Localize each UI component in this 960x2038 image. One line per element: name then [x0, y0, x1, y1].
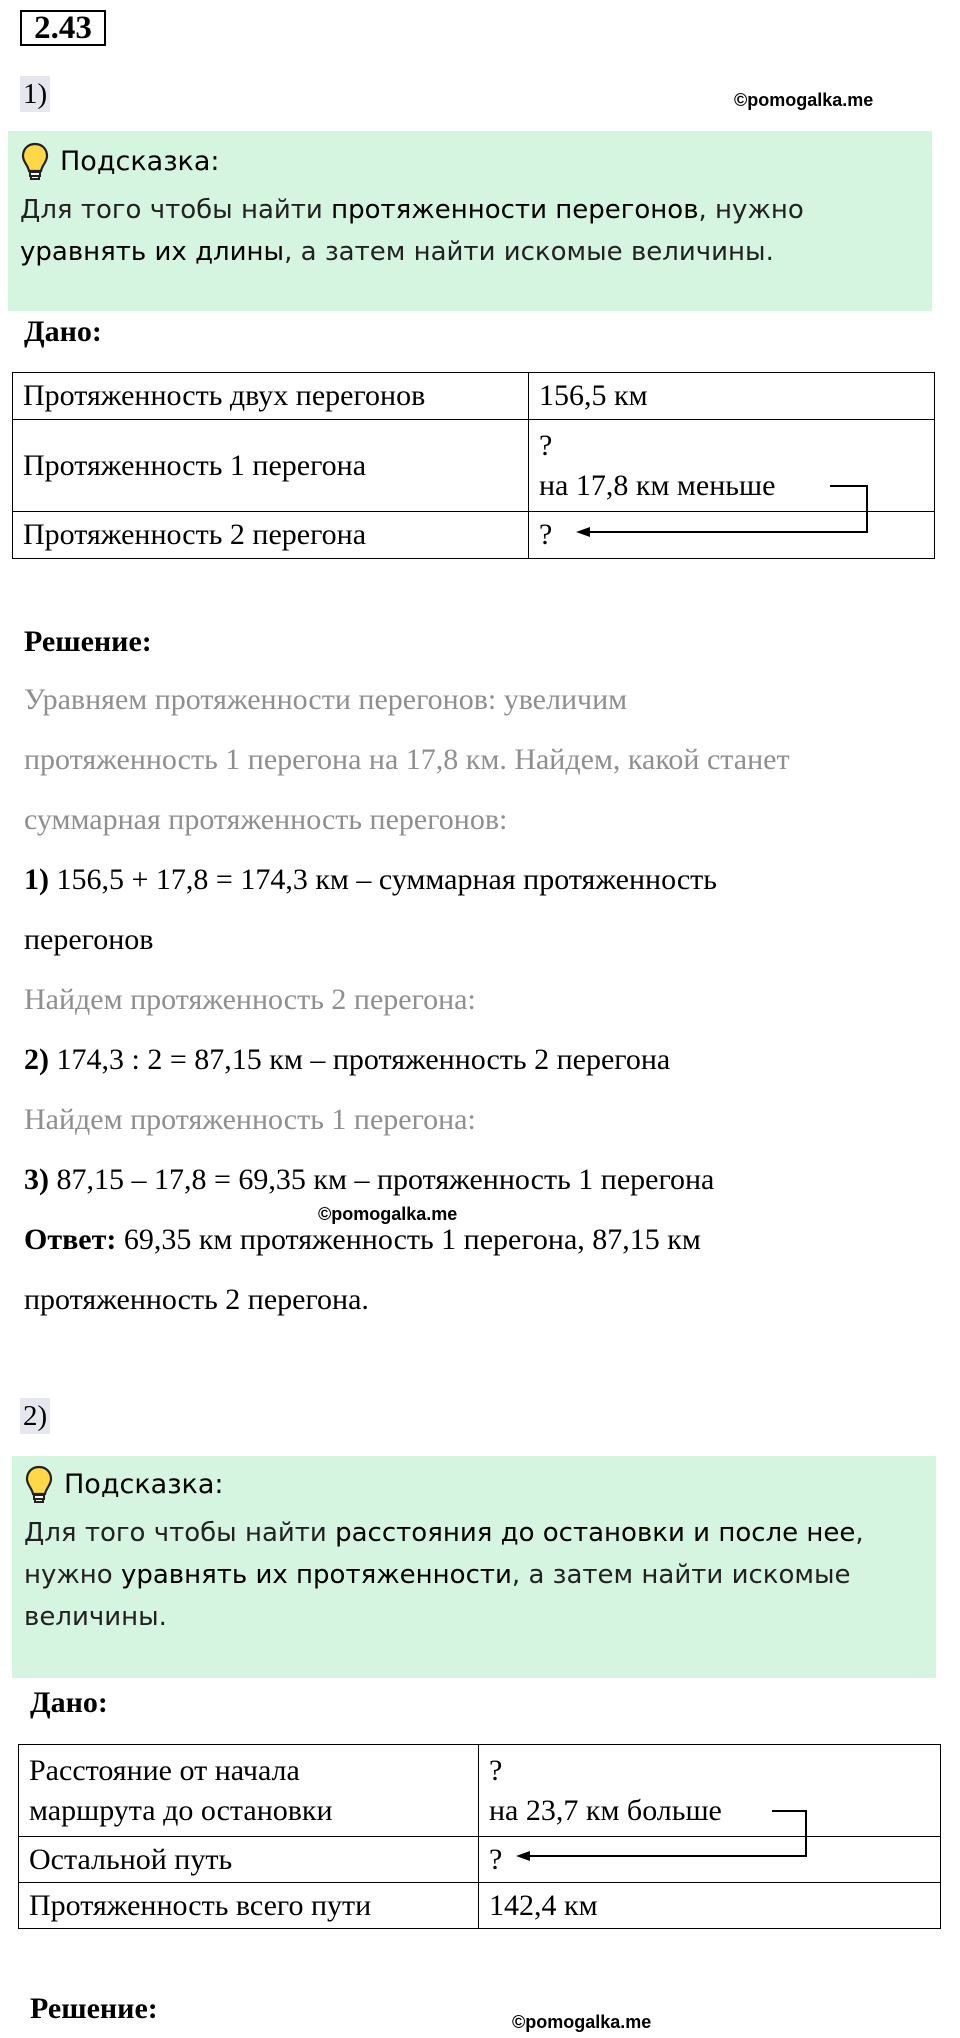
solution-label-1: Решение: — [24, 625, 152, 658]
answer-text: 69,35 км протяженность 1 перегона, 87,15 км — [116, 1223, 701, 1256]
step-text: 156,5 + 17,8 = 174,3 км – суммарная протяженность — [49, 863, 717, 896]
cell-text-2: маршрута до остановки — [29, 1793, 333, 1827]
table-cell: Протяженность 2 перегона — [13, 512, 529, 559]
solution-line: перегонов — [24, 923, 154, 956]
cell-value-2: на 17,8 км меньше — [539, 468, 776, 502]
given-label-1: Дано: — [24, 315, 102, 348]
hint-2-text-d: величины. — [24, 1602, 167, 1632]
given-label-2: Дано: — [30, 1686, 108, 1719]
hint-1-key-b: уравнять их длины — [20, 237, 285, 267]
table-cell: Протяженность 1 перегона — [13, 420, 529, 512]
watermark-top: ©pomogalka.me — [734, 90, 874, 110]
solution-line: протяженность 1 перегона на 17,8 км. Найдем, какой станет — [24, 743, 790, 776]
problem-number: 2.43 — [20, 10, 106, 46]
table-cell: ? — [479, 1837, 941, 1883]
table-cell: 156,5 км — [529, 373, 935, 420]
solution-line: суммарная протяженность перегонов: — [24, 803, 508, 836]
step-text: 174,3 : 2 = 87,15 км – протяженность 2 перегона — [49, 1043, 671, 1076]
hint-2-text-a: Для того чтобы найти — [24, 1518, 336, 1548]
step-text: 87,15 – 17,8 = 69,35 км – протяженность 1 перегона — [49, 1163, 715, 1196]
hint-title-text-1: Подсказка: — [60, 145, 220, 177]
table-cell: Протяженность двух перегонов — [13, 373, 529, 420]
hint-2-text-c: , а затем найти искомые — [511, 1560, 851, 1590]
table-cell: 142,4 км — [479, 1883, 941, 1929]
hint-title-text-2: Подсказка: — [64, 1468, 224, 1500]
table-cell: Остальной путь — [19, 1837, 479, 1883]
hint-1-key-a: протяженности перегонов — [331, 195, 699, 225]
solution-line: Уравняем протяженности перегонов: увеличим — [24, 683, 628, 716]
cell-value-2: на 23,7 км больше — [489, 1793, 722, 1827]
watermark-middle: ©pomogalka.me — [318, 1204, 458, 1224]
hint-1-text-c: , а затем найти искомые величины. — [284, 237, 774, 267]
answer-label: Ответ: — [24, 1223, 117, 1256]
step-number: 3) — [24, 1163, 49, 1196]
table-cell: Протяженность всего пути — [19, 1883, 479, 1929]
solution-line: Найдем протяженность 2 перегона: — [24, 983, 476, 1016]
cell-text: Расстояние от начала — [29, 1753, 300, 1787]
cell-value: ? — [539, 428, 553, 462]
hint-1-text-b: , нужно — [698, 195, 804, 225]
hint-2-key-b: уравнять их протяженности — [120, 1560, 512, 1590]
hint-1-text-a: Для того чтобы найти — [20, 195, 332, 225]
table-cell: ? — [529, 512, 935, 559]
solution-label-2: Решение: — [30, 1992, 158, 2025]
step-number: 1) — [24, 863, 49, 896]
part-2-label: 2) — [20, 1398, 50, 1434]
step-number: 2) — [24, 1043, 49, 1076]
solution-line: Найдем протяженность 1 перегона: — [24, 1103, 476, 1136]
answer-line-cont: протяженность 2 перегона. — [24, 1283, 369, 1316]
hint-2-text-b2: нужно — [24, 1560, 121, 1590]
hint-2-key-a: расстояния до остановки и после нее — [335, 1518, 856, 1548]
hint-2-text-b: , — [855, 1518, 864, 1548]
part-1-label: 1) — [20, 76, 50, 112]
watermark-bottom: ©pomogalka.me — [512, 2012, 652, 2032]
cell-value: ? — [489, 1753, 503, 1787]
